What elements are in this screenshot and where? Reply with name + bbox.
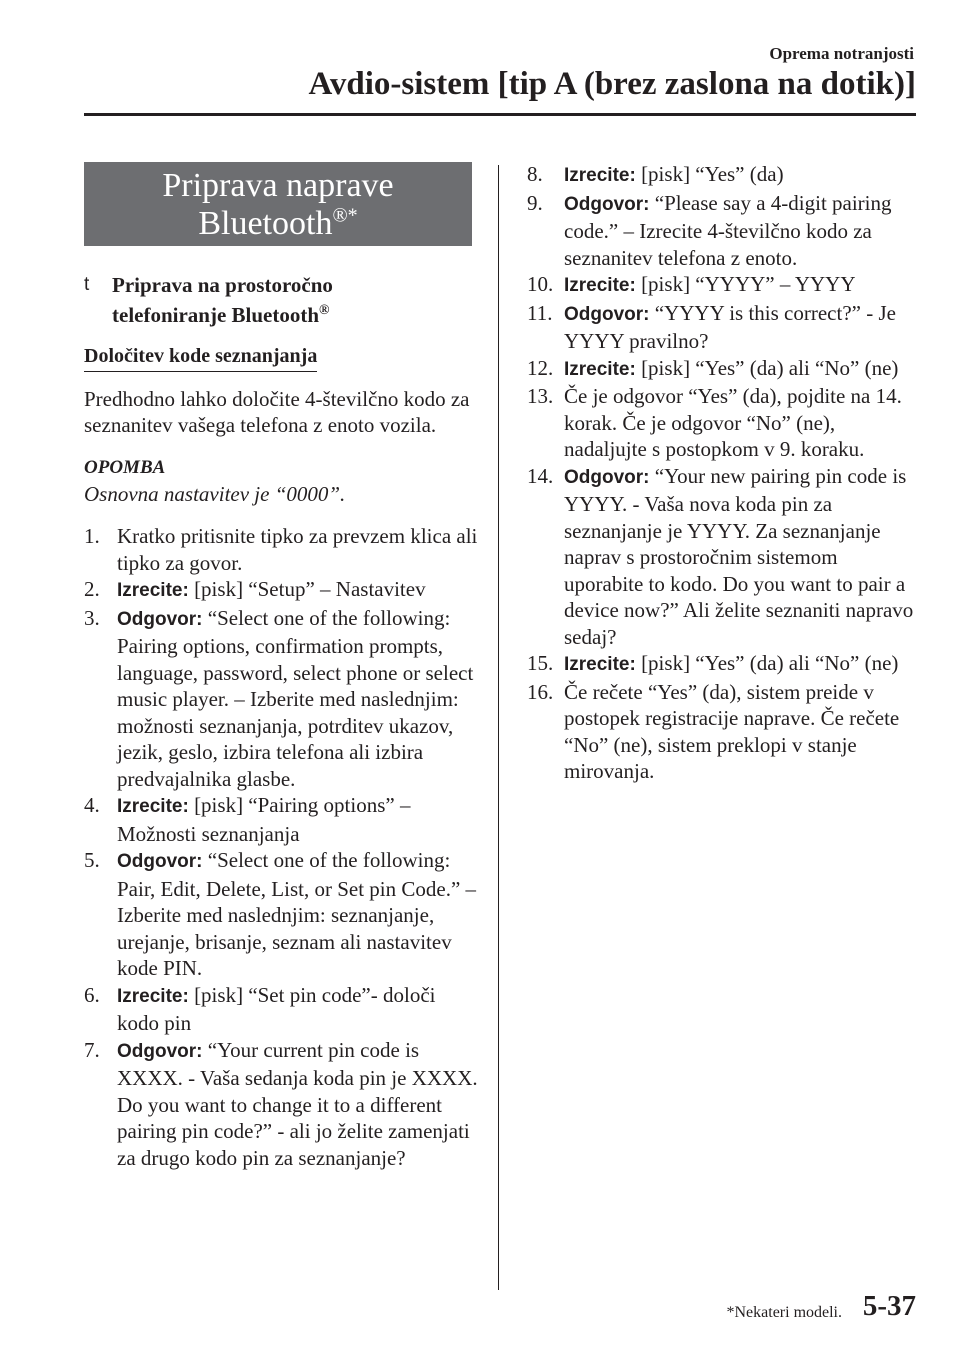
intro-paragraph: Predhodno lahko določite 4-številčno kodo za seznanitev vašega telefona z enoto vozila. xyxy=(84,386,470,437)
step-keyword: Odgovor: xyxy=(117,608,203,630)
step-item xyxy=(527,463,922,651)
step-text: Kratko pritisnite tipko za prevzem klica ali tipko za govor. xyxy=(117,524,478,575)
step-keyword: Izrecite: xyxy=(117,796,189,817)
subheading-line2: telefoniranje Bluetooth® xyxy=(112,303,330,327)
step-text: [pisk] “YYYY” – YYYY xyxy=(635,272,856,296)
step-keyword: Odgovor: xyxy=(564,193,650,215)
step-text: “Select one of the following: Pairing options, confirmation prompts, language, password, select phone or select music player. – Izberite med naslednjim: možnosti seznanjanja, potrditev ukazov, jezik, geslo, izbira telefona ali izbira predvajalnika glasbe. xyxy=(117,605,474,791)
step-text: Če rečete “Yes” (da), sistem preide v postopek registracije naprave. Če rečete “No” (ne), sistem preklopi v stanje mirovanja. xyxy=(564,679,900,783)
step-keyword: Izrecite: xyxy=(564,654,636,675)
note-label: OPOMBA xyxy=(84,456,166,478)
step-text: [pisk] “Yes” (da) ali “No” (ne) xyxy=(635,651,899,675)
step-number: 2. xyxy=(84,577,100,601)
step-item xyxy=(527,679,922,785)
step-item xyxy=(527,650,922,679)
step-text: [pisk] “Yes” (da) xyxy=(635,162,784,186)
step-number: 12. xyxy=(527,355,554,380)
step-number: 6. xyxy=(84,982,100,1007)
step-number: 9. xyxy=(527,190,543,215)
step-number: 3. xyxy=(84,605,100,630)
step-text: [pisk] “Setup” – Nastavitev xyxy=(188,577,426,601)
step-item xyxy=(84,523,479,576)
step-item xyxy=(84,847,479,982)
step-item xyxy=(84,605,479,793)
step-text: “Please say a 4-digit pairing code.” – Izrecite 4-številčno kodo za seznanitev telefona z enoto. xyxy=(564,190,892,270)
steps-list-right xyxy=(527,161,922,785)
step-item xyxy=(527,355,922,384)
step-text: “Your new pairing pin code is YYYY. - Vaša nova koda pin za seznanjanje je YYYY. Za seznanjanje naprav s prostoročnim sistemom uporabite to kodo. Do you want to pair a device now?” Ali želite seznaniti napravo sedaj? xyxy=(564,463,914,649)
minor-heading: Določitev kode seznanjanja xyxy=(84,343,317,372)
steps-list-left xyxy=(84,523,479,1171)
subheading-line1: Priprava na prostoročno xyxy=(112,273,333,297)
section-title-box xyxy=(84,162,472,246)
step-number: 14. xyxy=(527,463,554,488)
column-divider xyxy=(498,165,499,1290)
step-text: Če je odgovor “Yes” (da), pojdite na 14. korak. Če je odgovor “No” (ne), nadaljujte s postopkom v 9. koraku. xyxy=(564,384,902,461)
step-keyword: Izrecite: xyxy=(117,580,189,601)
step-item xyxy=(84,792,479,847)
step-keyword: Izrecite: xyxy=(564,165,636,186)
step-item xyxy=(527,300,922,355)
left-column xyxy=(84,270,479,1171)
subheading-bullet: t xyxy=(84,274,90,295)
right-column xyxy=(527,161,922,785)
step-number: 11. xyxy=(527,300,553,325)
step-item xyxy=(527,190,922,272)
step-number: 16. xyxy=(527,679,554,704)
step-item xyxy=(527,271,922,300)
step-keyword: Izrecite: xyxy=(117,985,189,1007)
step-number: 1. xyxy=(84,524,100,548)
step-text: “Your current pin code is XXXX. - Vaša sedanja koda pin je XXXX. Do you want to change it to a different pairing pin code?” - ali jo želite zamenjati za drugo kodo pin za seznanjanje? xyxy=(117,1037,478,1170)
section-title-bluetooth: Bluetooth xyxy=(198,205,333,242)
step-number: 5. xyxy=(84,848,100,872)
step-text: [pisk] “Pairing options” – Možnosti seznanjanja xyxy=(117,793,411,846)
step-number: 8. xyxy=(527,162,543,186)
step-keyword: Izrecite: xyxy=(564,358,636,380)
footnote: *Nekateri modeli. xyxy=(726,1304,842,1321)
step-number: 13. xyxy=(527,384,554,408)
page-number: 5-37 xyxy=(862,1290,916,1322)
section-title-line2 xyxy=(84,205,472,243)
step-text: [pisk] “Yes” (da) ali “No” (ne) xyxy=(635,355,899,380)
step-number: 4. xyxy=(84,793,100,817)
step-item xyxy=(84,1037,479,1172)
step-keyword: Odgovor: xyxy=(564,466,650,488)
step-keyword: Izrecite: xyxy=(564,275,636,296)
step-item xyxy=(527,383,922,463)
step-item xyxy=(84,982,479,1037)
step-keyword: Odgovor: xyxy=(117,851,203,872)
subheading xyxy=(84,270,479,330)
step-number: 7. xyxy=(84,1037,100,1062)
step-item xyxy=(84,576,479,605)
step-text: “YYYY is this correct?” - Je YYYY pravilno? xyxy=(564,300,896,353)
header-rule xyxy=(84,113,916,116)
step-number: 15. xyxy=(527,651,554,675)
page-header-title: Avdio-sistem [tip A (brez zaslona na dotik)] xyxy=(308,66,916,102)
step-keyword: Odgovor: xyxy=(564,303,650,325)
step-keyword: Odgovor: xyxy=(117,1040,203,1062)
section-title-line1: Priprava naprave xyxy=(162,167,394,204)
registered-mark: ® xyxy=(319,303,330,318)
step-text: “Select one of the following: Pair, Edit, Delete, List, or Set pin Code.” – Izberite med naslednjim: seznanjanje, urejanje, brisanje, seznam ali nastavitev kode PIN. xyxy=(117,848,477,980)
chapter-label: Oprema notranjosti xyxy=(769,44,914,63)
step-item xyxy=(527,161,922,190)
note-text: Osnovna nastavitev je “0000”. xyxy=(84,481,346,506)
step-number: 10. xyxy=(527,272,554,296)
section-title-suffix: ®* xyxy=(332,204,358,227)
step-text: [pisk] “Set pin code”- določi kodo pin xyxy=(117,982,436,1035)
